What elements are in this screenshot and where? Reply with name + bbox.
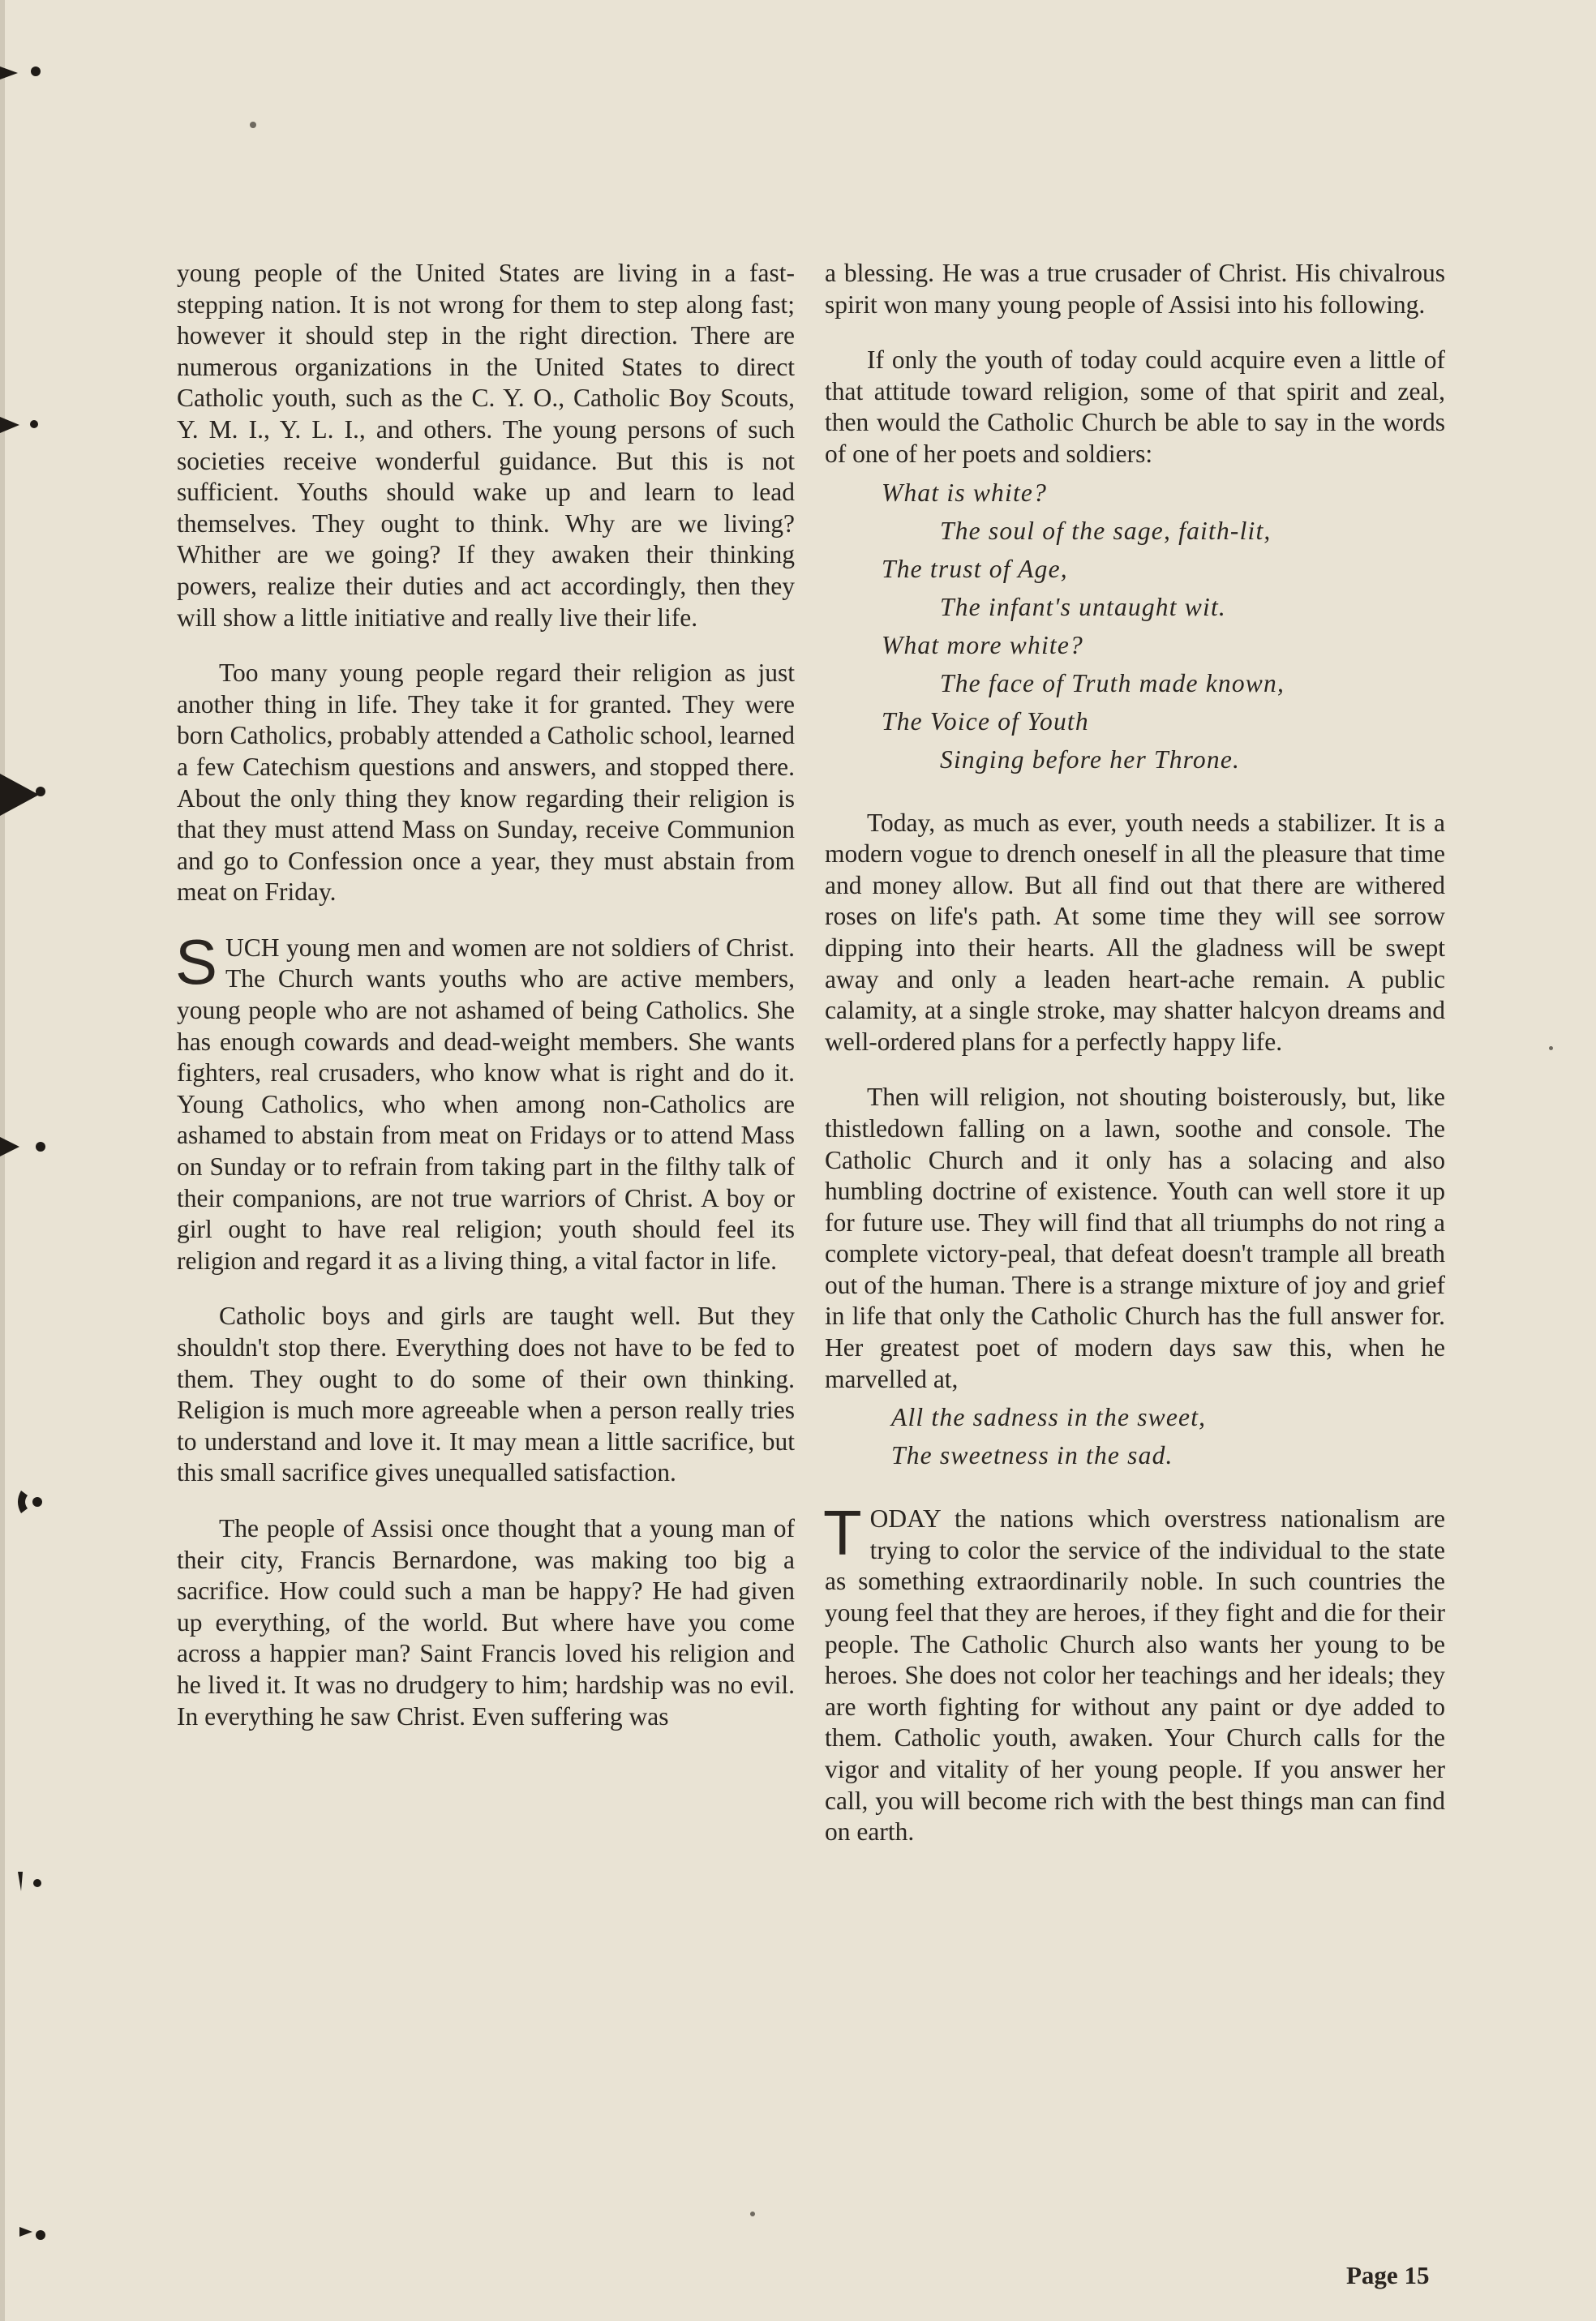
poem [825, 1398, 1445, 1474]
left-column [177, 258, 795, 1757]
poem-line: The face of Truth made known, [940, 668, 1285, 697]
paragraph: The people of Assisi once thought that a young man of their city, Francis Bernardone, was making too big a sacrifice. How could such a man be happy? He had given up everything, of the world. But where have you come across a happier man? Saint Francis loved his religion and he lived it. It was no drudgery to him; hardship was no evil. In everything he saw Christ. Even suffering was [177, 1513, 795, 1731]
poem-line: Singing before her Throne. [940, 744, 1241, 774]
paragraph: Too many young people regard their religion as just another thing in life. They take it for granted. They were born Catholics, probably attended a Catholic school, learned a few Catechism questions and answers, and stopped there. About the only thing they know regarding their religion is that they must attend Mass on Sunday, receive Communion and go to Confession once a year, they must abstain from meat on Friday. [177, 659, 795, 907]
page-number: Page 15 [1346, 2261, 1430, 2289]
poem-line: The sweetness in the sad. [891, 1441, 1173, 1470]
poem-line: What more white? [882, 630, 1084, 659]
poem-line: The infant's untaught wit. [940, 592, 1226, 621]
speck [1549, 1046, 1553, 1050]
binder-hole-mark [0, 770, 47, 803]
binder-hole-mark [0, 1129, 47, 1161]
binder-hole-mark [0, 407, 47, 440]
drop-cap: T [823, 1497, 862, 1569]
paragraph: If only the youth of today could acquire even a little of that attitude toward religion, some of that spirit and zeal, then would the Catholic Church be able to say in the words of one of her poets and soldiers: [825, 345, 1445, 468]
paragraph: Today, as much as ever, youth needs a stabilizer. It is a modern vogue to drench oneself in all the pleasure that time and money allow. But all find out that there are withered roses on life's path. At some time they will see sorrow dipping into their hearts. All the gladness will be swept away and only a leaden heart-ache remain. A public calamity, at a single stroke, may shatter halcyon dreams and well-ordered plans for a perfectly happy life. [825, 808, 1445, 1056]
binder-hole-mark [0, 1864, 47, 1896]
paragraph: Catholic boys and girls are taught well. But they shouldn't stop there. Everything does not have to be fed to them. They ought to do some of their own thinking. Religion is much more agreeable when a person really tries to understand and love it. It may mean a little sacrifice, but this small sacrifice gives unequalled satisfaction. [177, 1302, 795, 1487]
dropcap-paragraph [175, 925, 795, 1277]
binder-hole-mark [0, 55, 47, 88]
right-column [825, 258, 1445, 1873]
drop-cap: S [175, 925, 218, 997]
poem-line: All the sadness in the sweet, [891, 1403, 1207, 1432]
poem-line: The soul of the sage, faith-lit, [940, 516, 1272, 545]
paragraph: a blessing. He was a true crusader of Christ. His chivalrous spirit won many young people of Assisi into his following. [825, 259, 1445, 319]
poem-line: The Voice of Youth [882, 706, 1089, 736]
poem-line: The trust of Age, [882, 554, 1068, 583]
poem-line: What is white? [882, 478, 1048, 507]
paragraph: Then will religion, not shouting boisterously, but, like thistledown falling on a lawn, soothe and console. The Catholic Church and it only has a solacing and also humbling doctrine of existence. Youth can well store it up for future use. They will find that all triumphs do not ring a complete victory-peal, that defeat doesn't trample all breath out of the human. There is a strange mixture of joy and grief in life that only the Catholic Church has the full answer for. Her greatest poet of modern days saw this, when he marvelled at, [825, 1083, 1445, 1393]
poem [825, 474, 1445, 779]
dropcap-paragraph [823, 1497, 1445, 1848]
binder-hole-mark [0, 1484, 47, 1517]
speck [250, 122, 256, 128]
paragraph-text: ODAY the nations which overstress nationalism are trying to color the service of the individual to the state as something extraordinarily noble. In such countries the young feel that they are heroes, if they fight and die for their people. The Catholic Church also wants her young to be heroes. She does not color her teachings and her ideals; they are worth fighting for without any paint or dye added to them. Catholic youth, awaken. Your Church calls for the vigor and vitality of her young people. If you answer her call, you will become rich with the best things man can find on earth. [825, 1504, 1445, 1847]
paragraph: young people of the United States are living in a fast-stepping nation. It is not wrong for them to step along fast; however it should step in the right direction. There are numerous organizations in the United States to direct Catholic youth, such as the C. Y. O., Catholic Boy Scouts, Y. M. I., Y. L. I., and others. The young persons of such societies receive wonderful guidance. But this is not sufficient. Youths should wake up and learn to lead themselves. They ought to think. Why are we living? Whither are we going? If they awaken their thinking powers, realize their duties and act accordingly, then they will show a little initiative and really live their life. [177, 259, 795, 632]
speck [750, 2212, 755, 2216]
binder-hole-mark [0, 2216, 47, 2248]
paragraph-text: UCH young men and women are not soldiers of Christ. The Church wants youths who are active members, young people who are not ashamed of being Catholics. She has enough cowards and dead-weight members. She wants fighters, real crusaders, who know what is right and do it. Young Catholics, who when among non-Catholics are ashamed to abstain from meat on Fridays or to attend Mass on Sunday or to refrain from taking part in the filthy talk of their companions, are not true warriors of Christ. A boy or girl ought to have real religion; youth should feel its religion and regard it as a living thing, a vital factor in life. [177, 933, 795, 1275]
